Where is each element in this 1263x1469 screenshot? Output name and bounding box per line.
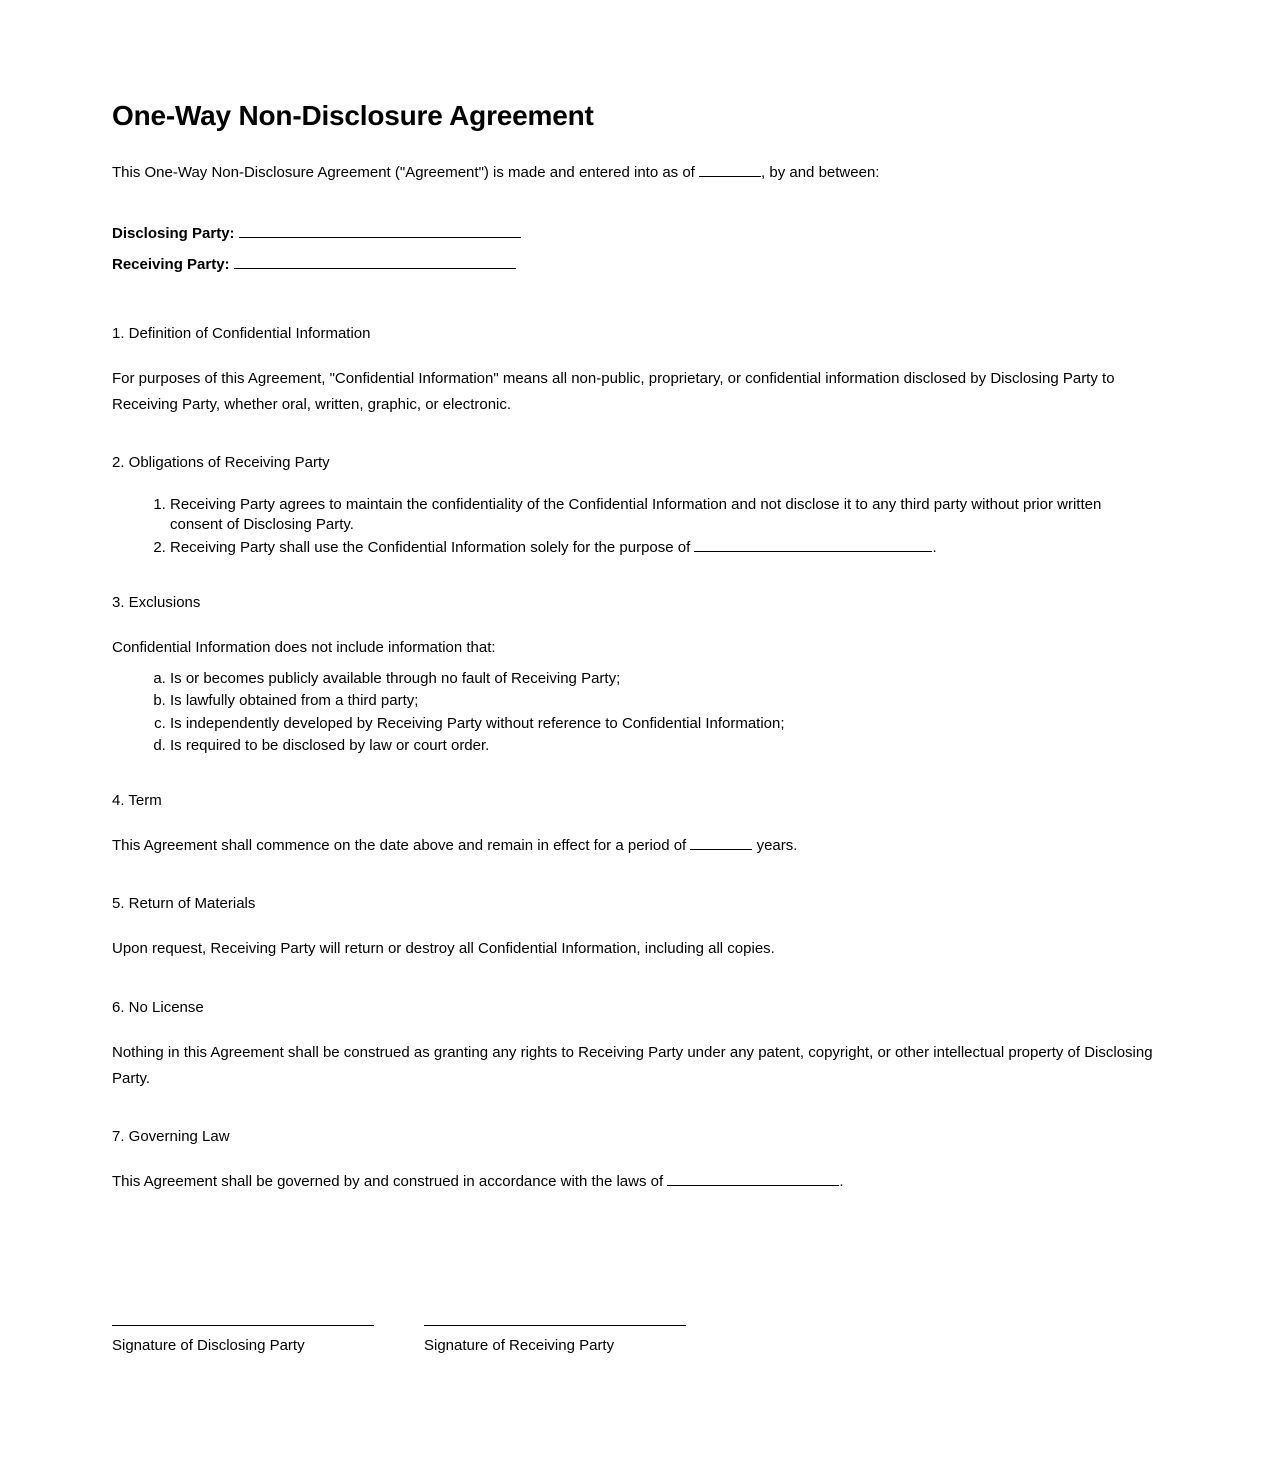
date-blank[interactable] <box>699 176 761 177</box>
page-title: One-Way Non-Disclosure Agreement <box>112 100 594 131</box>
list-item: d. Is required to be disclosed by law or court order. <box>170 736 1153 756</box>
signature-block <box>112 1325 1153 1356</box>
signature-line-receiving[interactable] <box>424 1325 686 1326</box>
signature-caption-receiving: Signature of Receiving Party <box>424 1337 615 1355</box>
governing-law-text-before: This Agreement shall be governed by and construed in accordance with the laws of <box>112 1173 664 1190</box>
term-years-blank[interactable] <box>690 849 752 850</box>
list-item: a. Is or becomes publicly available through no fault of Receiving Party; <box>170 669 1153 689</box>
signature-caption-disclosing: Signature of Disclosing Party <box>112 1337 305 1355</box>
list-item: 1. Receiving Party agrees to maintain the confidentiality of the Confidential Information and not disclose it to any third party without prior written consent of Disclosing Party. <box>170 495 1153 536</box>
section-term <box>112 790 1153 859</box>
disclosing-party-blank[interactable] <box>239 237 521 238</box>
section-heading-4: 4. Term <box>112 792 162 809</box>
section-heading-3: 3. Exclusions <box>112 593 201 611</box>
section-4-paragraph <box>112 833 1153 859</box>
list-item <box>170 538 1153 558</box>
term-text-after: years. <box>756 837 798 854</box>
disclosing-party-label: Disclosing Party: <box>112 224 235 242</box>
signature-receiving <box>424 1325 686 1356</box>
governing-law-blank[interactable] <box>667 1185 839 1186</box>
section-heading-7: 7. Governing Law <box>112 1128 230 1145</box>
obligations-list <box>112 495 1153 558</box>
receiving-party-row <box>112 254 1153 277</box>
governing-law-text-after: . <box>839 1173 844 1190</box>
signature-disclosing <box>112 1325 374 1356</box>
section-heading-1: 1. Definition of Confidential Information <box>112 324 371 342</box>
obligation-2-text-before: Receiving Party shall use the Confidential Information solely for the purpose of <box>170 538 691 556</box>
intro-text-after: , by and between: <box>761 164 880 181</box>
section-3-paragraph: Confidential Information does not include information that: <box>112 638 496 656</box>
section-heading-2: 2. Obligations of Receiving Party <box>112 454 330 471</box>
intro-text-before: This One-Way Non-Disclosure Agreement ("Agreement") is made and entered into as of <box>112 164 695 181</box>
section-obligations <box>112 452 1153 558</box>
section-heading-6: 6. No License <box>112 998 204 1016</box>
section-6-paragraph: Nothing in this Agreement shall be construed as granting any rights to Receiving Party under any patent, copyright, or other intellectual property of Disclosing Party. <box>112 1043 1153 1087</box>
list-item: c. Is independently developed by Receiving Party without reference to Confidential Information; <box>170 714 1153 734</box>
list-item: b. Is lawfully obtained from a third party; <box>170 691 1153 711</box>
signature-line-disclosing[interactable] <box>112 1325 374 1326</box>
exclusions-list <box>112 669 1153 756</box>
section-7-paragraph <box>112 1169 1153 1195</box>
section-return-of-materials <box>112 893 1153 962</box>
purpose-blank[interactable] <box>694 551 932 552</box>
section-1-paragraph: For purposes of this Agreement, "Confidential Information" means all non-public, proprietary, or confidential information disclosed by Disclosing Party to Receiving Party, whether oral, written, graphic, or electronic. <box>112 369 1115 413</box>
section-5-paragraph: Upon request, Receiving Party will return or destroy all Confidential Information, including all copies. <box>112 940 775 958</box>
parties-block <box>112 223 1153 277</box>
disclosing-party-row <box>112 223 1153 246</box>
section-exclusions <box>112 592 1153 756</box>
section-governing-law <box>112 1126 1153 1195</box>
section-definition <box>112 323 1153 419</box>
obligation-2-text-after: . <box>932 538 937 556</box>
receiving-party-label: Receiving Party: <box>112 256 230 273</box>
section-heading-5: 5. Return of Materials <box>112 895 256 913</box>
section-no-license <box>112 997 1153 1093</box>
receiving-party-blank[interactable] <box>234 268 516 269</box>
intro-paragraph <box>112 162 1153 185</box>
term-text-before: This Agreement shall commence on the date above and remain in effect for a period of <box>112 837 687 854</box>
